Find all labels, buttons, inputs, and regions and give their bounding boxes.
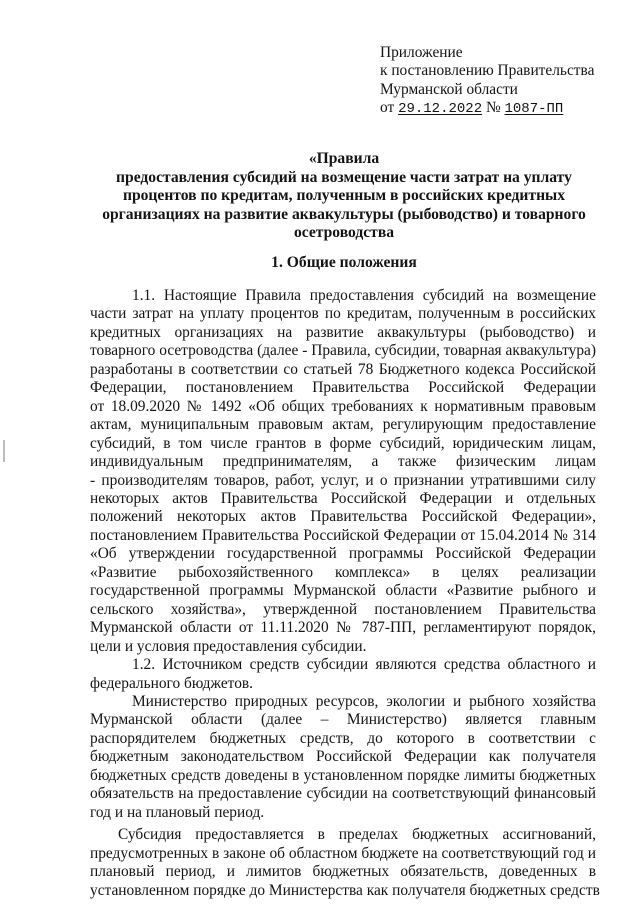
appendix-date: 29.12.2022	[398, 100, 483, 117]
text-line: субсидий, в том числе грантов в форме субсидий, юридическим лицам,	[90, 434, 596, 452]
text-line: распорядителем бюджетных средств, до которого в соответствии с	[90, 729, 596, 747]
text-line: «Об утверждении государственной программы Российской Федерации	[90, 545, 596, 563]
text-line: 1.1. Настоящие Правила предоставления субсидий на возмещение	[132, 287, 596, 304]
text-line: цели и условия предоставления субсидии.	[90, 637, 367, 655]
title-line-5: осетроводства	[293, 224, 395, 242]
appendix-line-3: Мурманской области	[380, 80, 518, 98]
text-line: Федерации, постановлением Правительства Российской Федерации	[90, 379, 596, 397]
title-line-1: «Правила	[308, 150, 380, 167]
text-line: год и на плановый период.	[90, 803, 265, 821]
text-line: плановый период, и лимитов бюджетных обязательств, доведенных в	[90, 863, 596, 881]
appendix-from-word: от	[380, 98, 395, 116]
appendix-line-2: к постановлению Правительства	[380, 62, 595, 80]
appendix-line-4	[380, 99, 630, 118]
document-title	[96, 150, 592, 243]
text-line: федерального бюджетов.	[90, 674, 253, 692]
appendix-number: 1087-ПП	[504, 100, 564, 117]
text-line: Министерство природных ресурсов, экологии и рыбного хозяйства	[132, 692, 596, 710]
text-line: установленном порядке до Министерства как получателя бюджетных средств	[90, 881, 600, 899]
title-line-3: процентов по кредитам, полученным в российских кредитных	[122, 187, 566, 205]
text-line: части затрат на уплату процентов по кредитам, полученным в российских	[90, 305, 596, 323]
text-line: Мурманской области от 11.11.2020 № 787-ПП, регламентируют порядок,	[90, 619, 596, 637]
paragraph-1-1	[90, 287, 596, 656]
text-line: от 18.09.2020 № 1492 «Об общих требованиях к нормативным правовым	[90, 397, 596, 415]
title-line-2: предоставления субсидий на возмещение части затрат на уплату	[116, 168, 572, 186]
text-line: 1.2. Источником средств субсидии являются средства областного и	[132, 656, 596, 674]
text-line: бюджетным законодательством Российской Федерации как получателя	[90, 748, 596, 766]
text-line: - производителям товаров, работ, услуг, и о признании утратившими силу	[90, 471, 596, 489]
text-line: государственной программы Мурманской области «Развитие рыбного и	[90, 582, 596, 600]
section-heading: 1. Общие положения	[271, 254, 417, 271]
text-line: сельского хозяйства», утвержденной постановлением Правительства	[90, 600, 596, 618]
text-line: положений некоторых актов Правительства Российской Федерации»,	[90, 508, 596, 526]
appendix-number-sign: №	[485, 98, 501, 116]
text-line: некоторых актов Правительства Российской Федерации и отдельных	[90, 489, 596, 507]
text-line: обязательств на предоставление субсидии на соответствующий финансовый	[90, 785, 596, 803]
text-line: актам, муниципальным правовым актам, регулирующим предоставление	[90, 416, 596, 434]
paragraph-ministry	[90, 693, 596, 822]
appendix-line-1: Приложение	[380, 44, 463, 61]
appendix-header	[380, 44, 630, 118]
text-line: постановлением Правительства Российской Федерации от 15.04.2014 № 314	[90, 526, 596, 544]
title-line-4: организациях на развитие аквакультуры (рыбоводство) и товарного	[102, 205, 586, 223]
document-body	[90, 287, 600, 900]
text-line: товарного осетроводства (далее - Правила, субсидии, товарная аквакультура)	[90, 342, 596, 360]
text-line: Мурманской области (далее – Министерство) является главным	[90, 711, 596, 729]
text-line: разработаны в соответствии со статьей 78 Бюджетного кодекса Российской	[90, 360, 596, 378]
text-line: бюджетных средств доведены в установленном порядке лимиты бюджетных	[90, 766, 596, 784]
scan-margin-mark	[3, 440, 5, 462]
text-line: предусмотренных в законе об областном бюджете на соответствующий год и	[90, 844, 596, 862]
text-line: индивидуальным предпринимателям, а также физическим лицам	[90, 453, 596, 471]
text-line: кредитных организациях на развитие аквакультуры (рыбоводство) и	[90, 323, 596, 341]
paragraph-1-2	[90, 656, 596, 693]
text-line: Субсидия предоставляется в пределах бюджетных ассигнований,	[118, 826, 596, 844]
paragraph-subsidy-limits	[90, 826, 600, 900]
text-line: «Развитие рыбохозяйственного комплекса» в целях реализации	[90, 563, 596, 581]
